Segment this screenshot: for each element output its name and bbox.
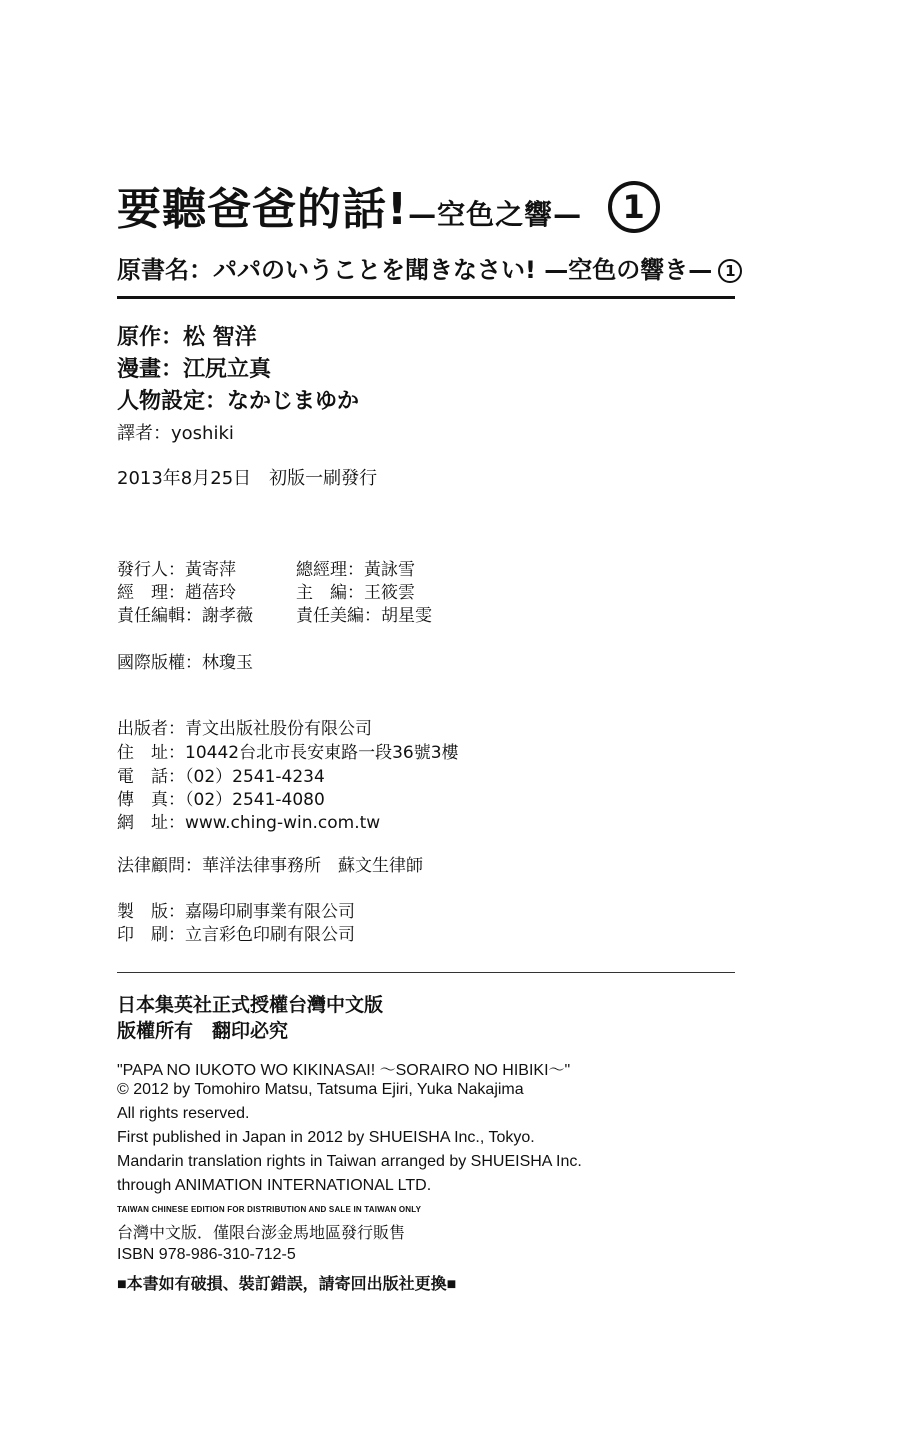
credit-character-design: 人物設定：なかじまゆか [117, 389, 360, 414]
license-cn-line2: 版權所有 翻印必究 [117, 1020, 289, 1042]
staff-chief-editor: 主 編：王筱雲 [296, 583, 415, 603]
book-title [117, 173, 660, 237]
license-cn-line1: 日本集英社正式授權台灣中文版 [117, 994, 384, 1016]
license-en-agency: through ANIMATION INTERNATIONAL LTD. [117, 1177, 432, 1194]
license-en-mandarin-rights: Mandarin translation rights in Taiwan arranged by SHUEISHA Inc. [117, 1153, 582, 1170]
divider-thin [117, 972, 735, 973]
divider-thick [117, 296, 735, 299]
volume-number: 1 [608, 181, 660, 233]
publisher-name: 出版者：青文出版社股份有限公司 [117, 719, 372, 739]
staff-editor: 責任編輯：謝孝薇 [117, 606, 253, 626]
damage-note: ■本書如有破損、裝訂錯誤，請寄回出版社更換■ [117, 1276, 457, 1293]
publisher-phone: 電 話：（02）2541-4234 [117, 767, 325, 787]
distribution-note: 台灣中文版．僅限台澎金馬地區發行販售 [117, 1225, 406, 1242]
edition-note: TAIWAN CHINESE EDITION FOR DISTRIBUTION AND SALE IN TAIWAN ONLY [117, 1205, 422, 1214]
license-en-copyright: © 2012 by Tomohiro Matsu, Tatsuma Ejiri, Yuka Nakajima [117, 1081, 524, 1098]
intl-rights: 國際版權：林瓊玉 [117, 653, 253, 673]
license-en-rights: All rights reserved. [117, 1105, 250, 1122]
plate-making: 製 版：嘉陽印刷事業有限公司 [117, 902, 355, 922]
publisher-address: 住 址：10442台北市長安東路一段36號3樓 [117, 743, 459, 763]
staff-general-manager: 總經理：黃詠雪 [296, 560, 415, 580]
staff-manager: 經 理：趙蓓玲 [117, 583, 236, 603]
credit-artist: 漫畫：江尻立真 [117, 357, 272, 382]
printer: 印 刷：立言彩色印刷有限公司 [117, 925, 355, 945]
credit-author: 原作：松 智洋 [117, 325, 257, 350]
staff-publisher-person: 發行人：黃寄萍 [117, 560, 236, 580]
credit-translator: 譯者：yoshiki [117, 423, 234, 444]
publisher-fax: 傳 真：（02）2541-4080 [117, 790, 325, 810]
edition-date: 2013年8月25日 初版一刷發行 [117, 468, 378, 489]
original-title-text: 原書名：パパのいうことを聞きなさい! —空色の響き— [117, 256, 713, 284]
original-title [117, 250, 742, 285]
license-en-first-published: First published in Japan in 2012 by SHUEISHA Inc., Tokyo. [117, 1129, 535, 1146]
staff-art-editor: 責任美編：胡星雯 [296, 606, 432, 626]
isbn: ISBN 978-986-310-712-5 [117, 1246, 296, 1263]
legal-counsel: 法律顧問：華洋法律事務所 蘇文生律師 [117, 856, 423, 876]
publisher-website: 網 址：www.ching-win.com.tw [117, 813, 381, 833]
title-main: 要聽爸爸的話! [117, 184, 409, 235]
title-subtitle: —空色之響— [408, 198, 583, 231]
original-volume-number: 1 [718, 259, 742, 283]
license-en-title: "PAPA NO IUKOTO WO KIKINASAI! ～SORAIRO NO HIBIKI～" [117, 1062, 571, 1079]
